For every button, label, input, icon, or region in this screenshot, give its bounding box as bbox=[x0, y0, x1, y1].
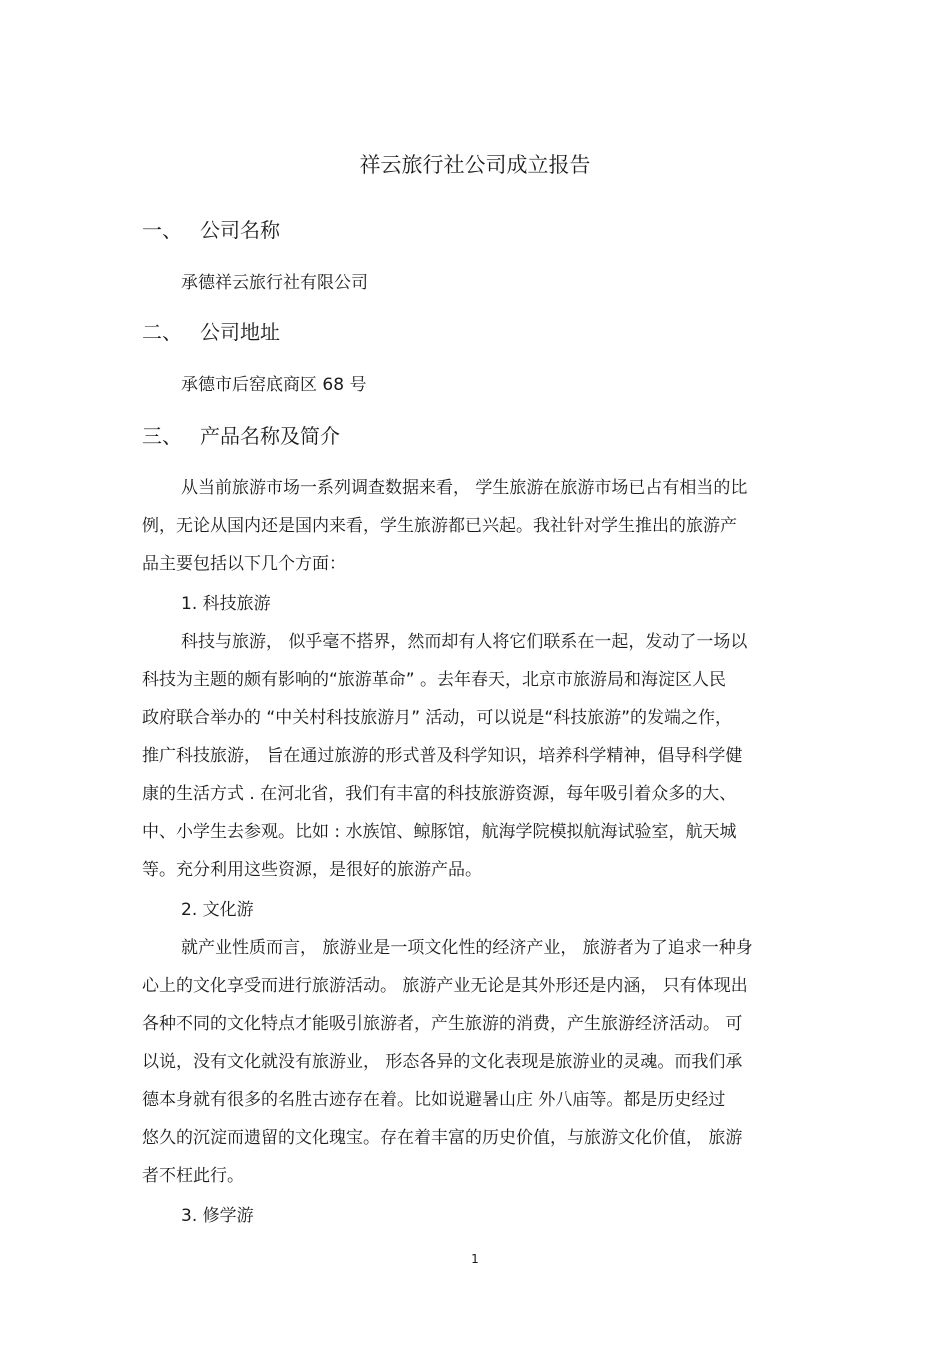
document-title: 祥云旅行社公司成立报告 bbox=[359, 153, 591, 177]
paragraph-line: 者不枉此行。 bbox=[142, 1166, 244, 1186]
paragraph-line: 各种不同的文化特点才能吸引旅游者，产生旅游的消费，产生旅游经济活动。 可 bbox=[142, 1014, 743, 1034]
paragraph-line: 科技为主题的颇有影响的“旅游革命” 。去年春天，北京市旅游局和海淀区人民 bbox=[142, 670, 727, 690]
paragraph-line: 例，无论从国内还是国内来看，学生旅游都已兴起。我社针对学生推出的旅游产 bbox=[142, 516, 737, 536]
section-title-2: 公司地址 bbox=[200, 320, 280, 344]
item-heading-3: 3. 修学游 bbox=[181, 1206, 254, 1226]
paragraph-line: 就产业性质而言， 旅游业是一项文化性的经济产业， 旅游者为了追求一种身 bbox=[181, 938, 753, 958]
paragraph-line: 政府联合举办的 “中关村科技旅游月” 活动，可以说是“科技旅游”的发端之作， bbox=[142, 708, 733, 728]
paragraph-line: 德本身就有很多的名胜古迹存在着。比如说避暑山庄 外八庙等。都是历史经过 bbox=[142, 1090, 726, 1110]
company-name: 承德祥云旅行社有限公司 bbox=[181, 273, 368, 293]
paragraph-line: 以说，没有文化就没有旅游业， 形态各异的文化表现是旅游业的灵魂。而我们承 bbox=[142, 1052, 743, 1072]
paragraph-line: 等。充分利用这些资源，是很好的旅游产品。 bbox=[142, 860, 482, 880]
paragraph-line: 悠久的沉淀而遗留的文化瑰宝。存在着丰富的历史价值，与旅游文化价值， 旅游 bbox=[142, 1128, 743, 1148]
section-title-3: 产品名称及简介 bbox=[200, 424, 340, 448]
paragraph-line: 心上的文化享受而进行旅游活动。 旅游产业无论是其外形还是内涵， 只有体现出 bbox=[142, 976, 748, 996]
paragraph-line: 品主要包括以下几个方面： bbox=[142, 554, 346, 574]
paragraph-line: 康的生活方式 . 在河北省，我们有丰富的科技旅游资源，每年吸引着众多的大、 bbox=[142, 784, 737, 804]
item-heading-1: 1. 科技旅游 bbox=[181, 594, 271, 614]
section-heading-1 bbox=[142, 214, 280, 243]
paragraph-line: 科技与旅游， 似乎毫不搭界，然而却有人将它们联系在一起，发动了一场以 bbox=[181, 632, 748, 652]
item-heading-2: 2. 文化游 bbox=[181, 900, 254, 920]
company-address: 承德市后窑底商区 68 号 bbox=[181, 375, 367, 395]
section-title-1: 公司名称 bbox=[200, 218, 280, 242]
section-heading-3 bbox=[142, 420, 340, 449]
paragraph-line: 推广科技旅游， 旨在通过旅游的形式普及科学知识，培养科学精神，倡导科学健 bbox=[142, 746, 743, 766]
section-number-2: 二、 bbox=[142, 320, 182, 344]
section-heading-2 bbox=[142, 316, 280, 345]
section-number-1: 一、 bbox=[142, 218, 182, 242]
page-number: 1 bbox=[471, 1252, 479, 1266]
section-number-3: 三、 bbox=[142, 424, 182, 448]
paragraph-line: 从当前旅游市场一系列调查数据来看， 学生旅游在旅游市场已占有相当的比 bbox=[181, 478, 748, 498]
paragraph-line: 中、小学生去参观。比如 : 水族馆、鲸豚馆，航海学院模拟航海试验室，航天城 bbox=[142, 822, 737, 842]
